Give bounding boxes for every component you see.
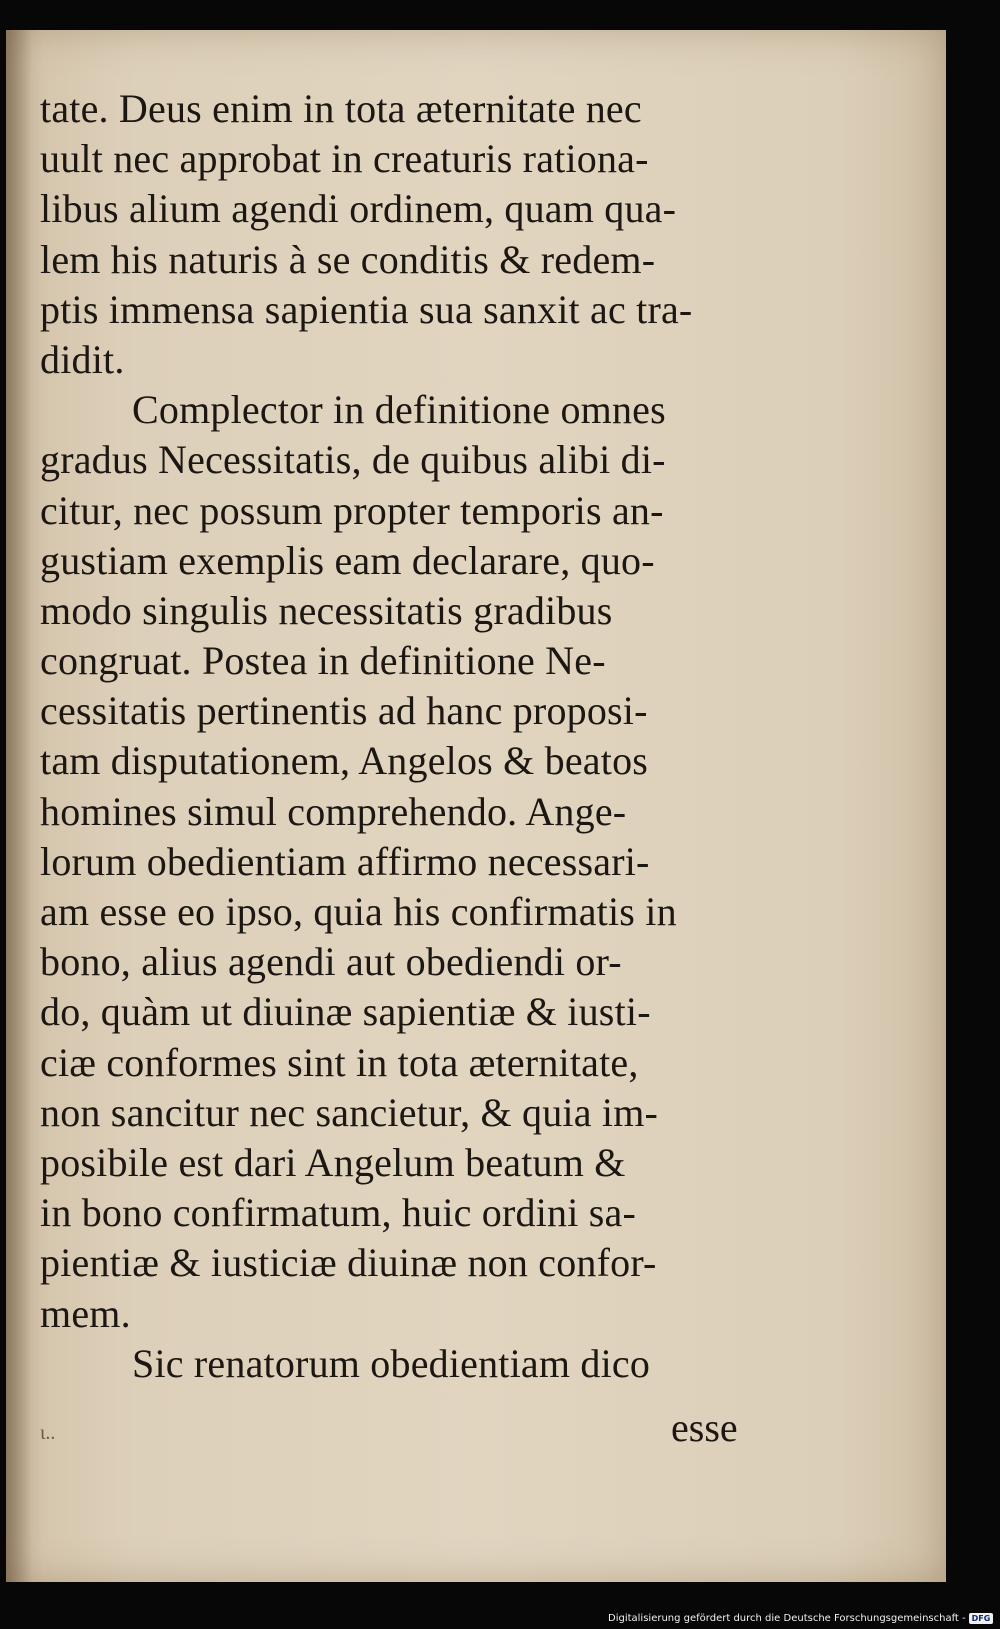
text-line: libus alium agendi ordinem, quam qua- bbox=[40, 186, 677, 232]
digitization-footer bbox=[608, 1613, 993, 1624]
text-line: mem. bbox=[40, 1290, 131, 1336]
paragraph-start-line: Complector in definitione omnes bbox=[132, 387, 666, 433]
text-line: didit. bbox=[40, 336, 125, 382]
text-line: modo singulis necessitatis gradibus bbox=[40, 587, 613, 633]
text-line: congruat. Postea in definitione Ne- bbox=[40, 638, 606, 684]
text-block bbox=[40, 84, 760, 1389]
text-line: pientiæ & iusticiæ diuinæ non confor- bbox=[40, 1240, 657, 1286]
text-line: gradus Necessitatis, de quibus alibi di- bbox=[40, 437, 666, 483]
text-line: lorum obedientiam affirmo necessari- bbox=[40, 838, 650, 884]
text-line: tam disputationem, Angelos & beatos bbox=[40, 738, 649, 784]
text-line: cessitatis pertinentis ad hanc proposi- bbox=[40, 688, 648, 734]
text-line: in bono confirmatum, huic ordini sa- bbox=[40, 1190, 636, 1236]
text-line: do, quàm ut diuinæ sapientiæ & iusti- bbox=[40, 989, 651, 1035]
text-line: ptis immensa sapientia sua sanxit ac tra- bbox=[40, 286, 693, 332]
dfg-logo-icon: DFG bbox=[969, 1613, 994, 1624]
text-line: tate. Deus enim in tota æternitate nec bbox=[40, 86, 642, 131]
text-line: gustiam exemplis eam declarare, quo- bbox=[40, 537, 655, 583]
text-line: bono, alius agendi aut obediendi or- bbox=[40, 939, 622, 985]
paragraph-start-line: Sic renatorum obedientiam dico bbox=[132, 1340, 651, 1386]
catchword: esse bbox=[671, 1405, 738, 1450]
text-line: am esse eo ipso, quia his confirmatis in bbox=[40, 889, 677, 934]
text-line: non sancitur nec sancietur, & quia im- bbox=[40, 1089, 659, 1135]
text-line: homines simul comprehendo. Ange- bbox=[40, 788, 627, 834]
text-line: ciæ conformes sint in tota æternitate, bbox=[40, 1039, 639, 1085]
book-page bbox=[6, 30, 946, 1582]
text-line: posibile est dari Angelum beatum & bbox=[40, 1139, 626, 1185]
footer-credit-text: Digitalisierung gefördert durch die Deutsche Forschungsgemeinschaft - bbox=[608, 1613, 966, 1624]
margin-mark: ɩ.. bbox=[40, 1422, 56, 1444]
text-line: uult nec approbat in creaturis rationa- bbox=[40, 136, 649, 182]
text-line: citur, nec possum propter temporis an- bbox=[40, 487, 664, 533]
text-line: lem his naturis à se conditis & redem- bbox=[40, 236, 656, 282]
